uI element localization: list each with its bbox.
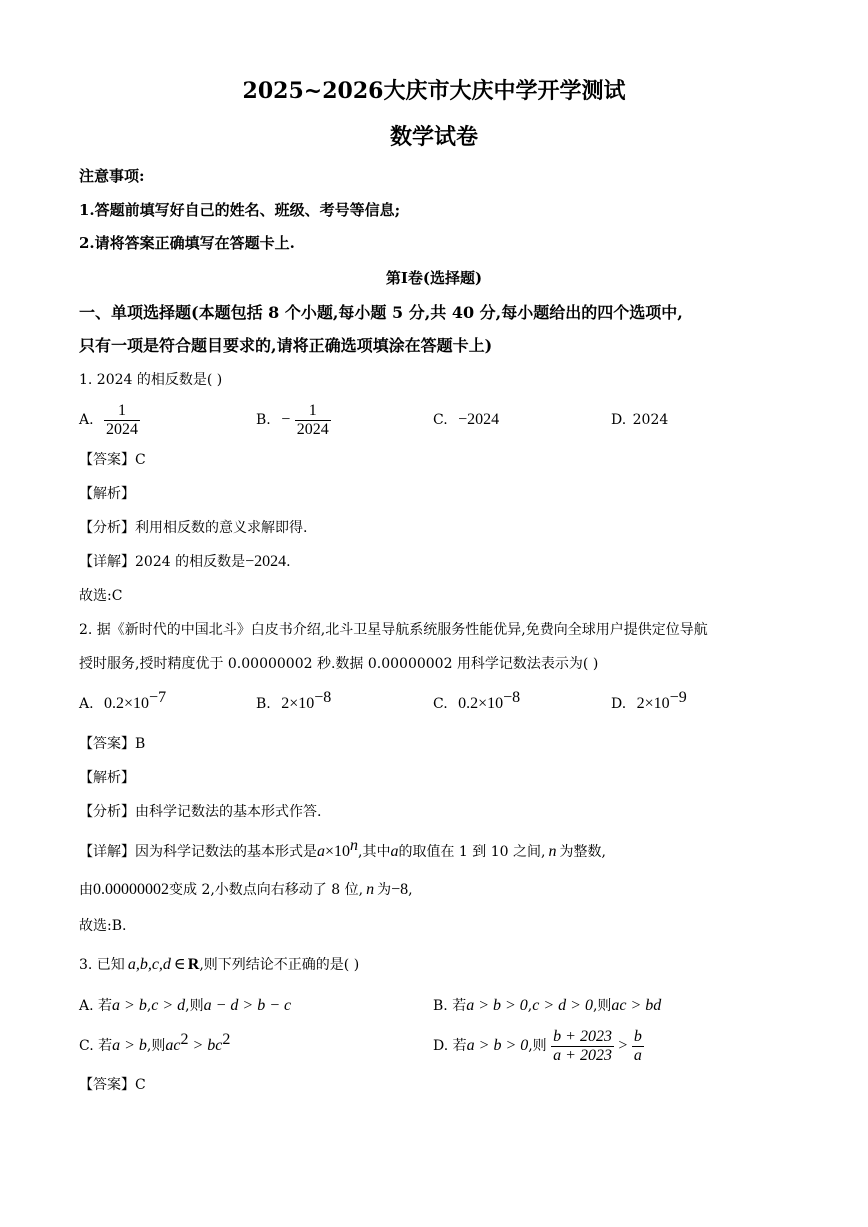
text: , (408, 882, 413, 898)
option-c (79, 1031, 231, 1056)
math-expr: c > d > 0 (532, 997, 593, 1014)
notice-heading: 注意事项: (79, 167, 145, 185)
option-label: D. (611, 412, 627, 428)
math-value: −2024 (245, 553, 287, 570)
analysis-label: 【解析】 (79, 486, 135, 502)
option-label: B. (256, 696, 271, 712)
option-c (433, 410, 499, 430)
analysis-xiangjie (79, 837, 606, 862)
fraction (551, 1028, 614, 1065)
text: 【详解】因为科学记数法的基本形式是 (79, 844, 317, 860)
exponent: −8 (314, 689, 332, 706)
text: ,则 (185, 998, 204, 1014)
option-label: C. (433, 696, 448, 712)
option-label: B. (256, 412, 271, 428)
text: , (527, 998, 533, 1014)
math-symbol: > (618, 1037, 628, 1054)
math-var: n (548, 843, 557, 860)
option-a (79, 996, 291, 1016)
text: ,则 (528, 1038, 547, 1054)
option-value: 0.2×10 (458, 695, 504, 712)
text: B. 若 (433, 998, 467, 1014)
exponent: −8 (503, 689, 521, 706)
text: D. 若 (433, 1038, 467, 1054)
option-d (611, 410, 668, 430)
text: 由 (79, 882, 93, 898)
fraction (632, 1028, 644, 1065)
option-value: 2024 (632, 412, 669, 428)
part-heading: 只有一项是符合题目要求的,请将正确选项填涂在答题卡上) (79, 336, 493, 355)
option-label: C. (433, 412, 448, 428)
notice-item: 2.请将答案正确填写在答题卡上. (79, 234, 295, 252)
denominator: a (633, 1046, 642, 1064)
numerator: 1 (295, 402, 331, 421)
text: A. 若 (79, 998, 113, 1014)
math-expr: ×10 (325, 843, 351, 860)
text: 【详解】2024 的相反数是 (79, 554, 246, 570)
exponent: −9 (669, 689, 687, 706)
text: C. 若 (79, 1038, 113, 1054)
text: ,则 (592, 998, 612, 1014)
option-a (79, 398, 140, 442)
option-value: 2×10 (636, 695, 670, 712)
analysis-xiangjie (79, 552, 291, 572)
final-choice: 故选:B. (79, 918, 127, 934)
text: 3. 已知 (79, 957, 125, 973)
math-expr: a > b > 0 (466, 1037, 529, 1054)
option-value: 0.2×10 (104, 695, 150, 712)
page-subtitle: 数学试卷 (389, 124, 478, 150)
option-c (433, 689, 521, 714)
option-d (611, 689, 687, 714)
page-title: 2025~2026大庆市大庆中学开学测试 (242, 78, 626, 104)
math-expr: a > b (112, 1037, 147, 1054)
fraction (295, 402, 331, 439)
text: , (146, 998, 152, 1014)
section-title: 第I卷(选择题) (385, 269, 483, 287)
math-set: R (187, 956, 200, 973)
math-expr: ac (165, 1037, 181, 1054)
text: 为 (377, 882, 392, 898)
text: ,则下列结论不正确的是( ) (199, 957, 360, 973)
text: . (286, 554, 291, 570)
math-vars: a,b,c,d (127, 956, 171, 973)
final-choice: 故选:C (79, 588, 123, 604)
math-expr: ac > bd (611, 997, 662, 1014)
exponent: n (350, 837, 359, 854)
analysis-fenxi: 【分析】利用相反数的意义求解即得. (79, 520, 308, 536)
numerator: 1 (104, 402, 140, 421)
numerator: b (633, 1027, 642, 1045)
option-b (256, 398, 331, 442)
math-expr: c > d (151, 997, 186, 1014)
math-var: n (366, 881, 375, 898)
answer: 【答案】C (79, 452, 146, 468)
exponent: 2 (222, 1031, 231, 1048)
notice-item: 1.答题前填写好自己的姓名、班级、考号等信息; (79, 201, 401, 219)
analysis-label: 【解析】 (79, 770, 135, 786)
option-d (433, 1024, 644, 1068)
question-stem: 2. 据《新时代的中国北斗》白皮书介绍,北斗卫星导航系统服务性能优异,免费向全球用户提供定位导航 (79, 622, 708, 638)
answer: 【答案】B (79, 736, 146, 752)
answer: 【答案】C (79, 1077, 146, 1093)
question-stem: 1. 2024 的相反数是( ) (79, 372, 223, 388)
math-expr: a − d > b − c (203, 997, 292, 1014)
math-var: a (390, 843, 399, 860)
numerator: b + 2023 (553, 1027, 612, 1045)
denominator: a + 2023 (553, 1046, 612, 1064)
text: ,则 (146, 1038, 166, 1054)
option-label: D. (611, 696, 627, 712)
option-a (79, 689, 167, 714)
part-heading: 一、单项选择题(本题包括 8 个小题,每小题 5 分,共 40 分,每小题给出的四个选项中, (79, 303, 683, 322)
question-stem (79, 955, 359, 975)
exponent: −7 (149, 689, 167, 706)
question-stem: 授时服务,授时精度优于 0.00000002 秒.数据 0.00000002 用科学记数法表示为( ) (79, 656, 599, 672)
text: ,其中 (358, 844, 391, 860)
denominator: 2024 (296, 420, 329, 438)
option-label: A. (79, 412, 94, 428)
text: 的取值在 1 到 10 之间, (398, 844, 546, 860)
option-value: 2×10 (281, 695, 315, 712)
denominator: 2024 (106, 420, 139, 438)
math-var: a (317, 843, 325, 860)
option-b (256, 689, 332, 714)
analysis-fenxi: 【分析】由科学记数法的基本形式作答. (79, 804, 322, 820)
math-expr: a > b (112, 997, 147, 1014)
text: 变成 2,小数点向右移动了 8 位, (169, 882, 364, 898)
exponent: 2 (180, 1031, 189, 1048)
text: 为整数, (559, 844, 606, 860)
option-label: A. (79, 696, 94, 712)
math-expr: > bc (188, 1037, 223, 1054)
analysis-xiangjie-cont (79, 880, 413, 900)
option-value: −2024 (458, 411, 500, 428)
fraction (104, 402, 140, 439)
option-b (433, 996, 661, 1016)
minus-sign: − (281, 411, 291, 428)
math-value: −8 (391, 881, 409, 898)
math-symbol: ∈ (173, 956, 186, 973)
math-expr: a > b > 0 (466, 997, 528, 1014)
math-value: 0.00000002 (93, 881, 169, 898)
